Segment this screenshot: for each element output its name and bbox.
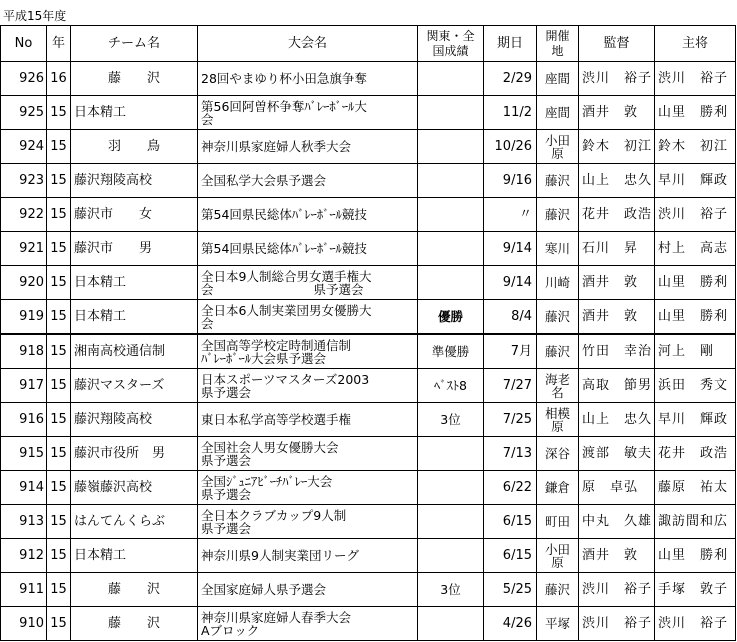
cell-no: 913 [1,505,47,539]
table-row [1,403,736,437]
cell-meet: 全日本9人制総合男女選手権大 会 県予選会 [198,266,418,300]
table-row [1,130,736,164]
cell-team: 日本精工 [71,539,198,573]
cell-year: 15 [47,573,71,607]
cell-meet: 全国高等学校定時制通信制 ﾊﾞﾚｰﾎﾞｰﾙ大会県予選会 [198,334,418,369]
cell-team: 湘南高校通信制 [71,334,198,369]
cell-result: 3位 [418,573,484,607]
cell-coach: 酒井 敦 [579,300,655,335]
cell-no: 922 [1,198,47,232]
cell-place: 鎌倉 [537,471,579,505]
cell-coach: 原 卓弘 [579,471,655,505]
cell-date: 5/25 [484,573,537,607]
cell-captain: 渋川 裕子 [655,62,736,96]
cell-date: 9/14 [484,266,537,300]
cell-team: 藤沢市 女 [71,198,198,232]
cell-no: 911 [1,573,47,607]
table-row [1,334,736,369]
cell-result [418,266,484,300]
cell-result [418,130,484,164]
cell-year: 15 [47,130,71,164]
cell-result [418,96,484,130]
header-captain: 主将 [655,26,736,62]
cell-date: 〃 [484,198,537,232]
header-no: No [1,26,47,62]
cell-year: 15 [47,539,71,573]
table-row [1,300,736,335]
table-row [1,232,736,266]
cell-team: 藤沢マスターズ [71,369,198,403]
cell-date: 9/14 [484,232,537,266]
table-row [1,607,736,641]
header-place: 開催 地 [537,26,579,62]
cell-year: 15 [47,437,71,471]
cell-place: 藤沢 [537,164,579,198]
cell-result [418,471,484,505]
cell-result: ﾍﾞｽﾄ8 [418,369,484,403]
cell-team: はんてんくらぶ [71,505,198,539]
cell-captain: 諏訪間和広 [655,505,736,539]
cell-result [418,62,484,96]
cell-captain: 早川 輝政 [655,403,736,437]
cell-coach: 石川 昇 [579,232,655,266]
cell-year: 15 [47,334,71,369]
cell-meet: 神奈川県家庭婦人秋季大会 [198,130,418,164]
cell-date: 6/15 [484,539,537,573]
cell-meet: 全国社会人男女優勝大会 県予選会 [198,437,418,471]
cell-meet: 全国私学大会県予選会 [198,164,418,198]
table-row [1,539,736,573]
table-caption: 平成15年度 [3,9,67,23]
cell-no: 924 [1,130,47,164]
cell-meet: 神奈川県家庭婦人春季大会 Aブロック [198,607,418,641]
table-row [1,437,736,471]
cell-no: 923 [1,164,47,198]
cell-captain: 鈴木 初江 [655,130,736,164]
cell-result [418,232,484,266]
cell-place: 藤沢 [537,334,579,369]
cell-team: 日本精工 [71,96,198,130]
cell-year: 15 [47,198,71,232]
cell-team: 藤嶺藤沢高校 [71,471,198,505]
cell-year: 15 [47,403,71,437]
cell-result: 優勝 [418,300,484,335]
cell-year: 15 [47,232,71,266]
cell-place: 座間 [537,96,579,130]
cell-year: 15 [47,266,71,300]
cell-coach: 渋川 裕子 [579,607,655,641]
table-header [1,26,736,62]
cell-no: 916 [1,403,47,437]
cell-date: 6/15 [484,505,537,539]
cell-place: 相模 原 [537,403,579,437]
cell-team: 羽 鳥 [71,130,198,164]
cell-team: 藤沢翔陵高校 [71,164,198,198]
header-year: 年 [47,26,71,62]
cell-captain: 村上 高志 [655,232,736,266]
table-body [1,62,736,641]
cell-coach: 酒井 敦 [579,539,655,573]
cell-date: 10/26 [484,130,537,164]
cell-meet: 全国ｼﾞｭﾆｱﾋﾞｰﾁﾊﾞﾚｰ大会 県予選会 [198,471,418,505]
table-row [1,505,736,539]
cell-place: 小田 原 [537,130,579,164]
cell-no: 920 [1,266,47,300]
cell-result [418,437,484,471]
cell-date: 11/2 [484,96,537,130]
cell-no: 912 [1,539,47,573]
cell-result [418,198,484,232]
table-row [1,96,736,130]
cell-meet: 第54回県民総体ﾊﾞﾚｰﾎﾞｰﾙ競技 [198,198,418,232]
cell-date: 4/26 [484,607,537,641]
cell-date: 7/27 [484,369,537,403]
cell-coach: 酒井 敦 [579,266,655,300]
cell-meet: 全国家庭婦人県予選会 [198,573,418,607]
header-date: 期日 [484,26,537,62]
results-table [0,25,736,641]
cell-date: 6/22 [484,471,537,505]
cell-team: 藤 沢 [71,607,198,641]
cell-coach: 鈴木 初江 [579,130,655,164]
cell-date: 8/4 [484,300,537,335]
cell-team: 藤沢翔陵高校 [71,403,198,437]
cell-date: 7月 [484,334,537,369]
header-coach: 監督 [579,26,655,62]
cell-meet: 日本スポーツマスターズ2003 県予選会 [198,369,418,403]
cell-result [418,539,484,573]
cell-meet: 第56回阿曽杯争奪ﾊﾞﾚｰﾎﾞｰﾙ大 会 [198,96,418,130]
cell-place: 平塚 [537,607,579,641]
cell-no: 925 [1,96,47,130]
header-meet: 大会名 [198,26,418,62]
cell-no: 910 [1,607,47,641]
cell-meet: 東日本私学高等学校選手権 [198,403,418,437]
header-result: 関東・全 国成績 [418,26,484,62]
cell-team: 藤沢市 男 [71,232,198,266]
cell-place: 座間 [537,62,579,96]
cell-result [418,164,484,198]
table-row [1,369,736,403]
cell-year: 15 [47,505,71,539]
cell-no: 917 [1,369,47,403]
cell-team: 藤 沢 [71,62,198,96]
cell-result [418,505,484,539]
cell-coach: 渋川 裕子 [579,62,655,96]
cell-captain: 早川 輝政 [655,164,736,198]
table-row [1,471,736,505]
cell-captain: 渋川 裕子 [655,607,736,641]
cell-captain: 山里 勝利 [655,96,736,130]
table-row [1,62,736,96]
cell-place: 川崎 [537,266,579,300]
cell-coach: 山上 忠久 [579,164,655,198]
cell-meet: 第54回県民総体ﾊﾞﾚｰﾎﾞｰﾙ競技 [198,232,418,266]
cell-team: 藤沢市役所 男 [71,437,198,471]
cell-coach: 酒井 敦 [579,96,655,130]
cell-year: 15 [47,164,71,198]
cell-captain: 山里 勝利 [655,539,736,573]
cell-no: 919 [1,300,47,335]
table-row [1,198,736,232]
cell-coach: 渋川 裕子 [579,573,655,607]
cell-captain: 花井 政浩 [655,437,736,471]
cell-date: 7/13 [484,437,537,471]
cell-captain: 渋川 裕子 [655,198,736,232]
cell-team: 日本精工 [71,300,198,335]
cell-coach: 高取 節男 [579,369,655,403]
cell-year: 15 [47,607,71,641]
cell-captain: 手塚 敦子 [655,573,736,607]
cell-result: 3位 [418,403,484,437]
cell-place: 藤沢 [537,198,579,232]
cell-date: 2/29 [484,62,537,96]
cell-captain: 藤原 祐太 [655,471,736,505]
cell-coach: 中丸 久雄 [579,505,655,539]
cell-place: 町田 [537,505,579,539]
cell-place: 藤沢 [537,573,579,607]
cell-year: 15 [47,369,71,403]
cell-no: 921 [1,232,47,266]
table-row [1,164,736,198]
cell-team: 日本精工 [71,266,198,300]
cell-team: 藤 沢 [71,573,198,607]
cell-meet: 全日本6人制実業団男女優勝大 会 [198,300,418,335]
cell-coach: 花井 政浩 [579,198,655,232]
cell-result [418,607,484,641]
cell-place: 海老 名 [537,369,579,403]
cell-result: 準優勝 [418,334,484,369]
cell-meet: 神奈川県9人制実業団リーグ [198,539,418,573]
cell-coach: 竹田 幸治 [579,334,655,369]
header-team: チーム名 [71,26,198,62]
cell-captain: 山里 勝利 [655,266,736,300]
cell-captain: 山里 勝利 [655,300,736,335]
cell-place: 小田 原 [537,539,579,573]
cell-coach: 渡部 敏夫 [579,437,655,471]
cell-date: 9/16 [484,164,537,198]
cell-coach: 山上 忠久 [579,403,655,437]
cell-captain: 河上 剛 [655,334,736,369]
cell-place: 寒川 [537,232,579,266]
cell-year: 16 [47,62,71,96]
cell-meet: 全日本クラブカップ9人制 県予選会 [198,505,418,539]
cell-captain: 浜田 秀文 [655,369,736,403]
cell-no: 926 [1,62,47,96]
cell-no: 915 [1,437,47,471]
cell-year: 15 [47,471,71,505]
cell-no: 914 [1,471,47,505]
cell-year: 15 [47,96,71,130]
cell-place: 深谷 [537,437,579,471]
cell-meet: 28回やまゆり杯小田急旗争奪 [198,62,418,96]
cell-date: 7/25 [484,403,537,437]
table-row [1,573,736,607]
cell-place: 藤沢 [537,300,579,335]
cell-no: 918 [1,334,47,369]
cell-year: 15 [47,300,71,335]
table-row [1,266,736,300]
